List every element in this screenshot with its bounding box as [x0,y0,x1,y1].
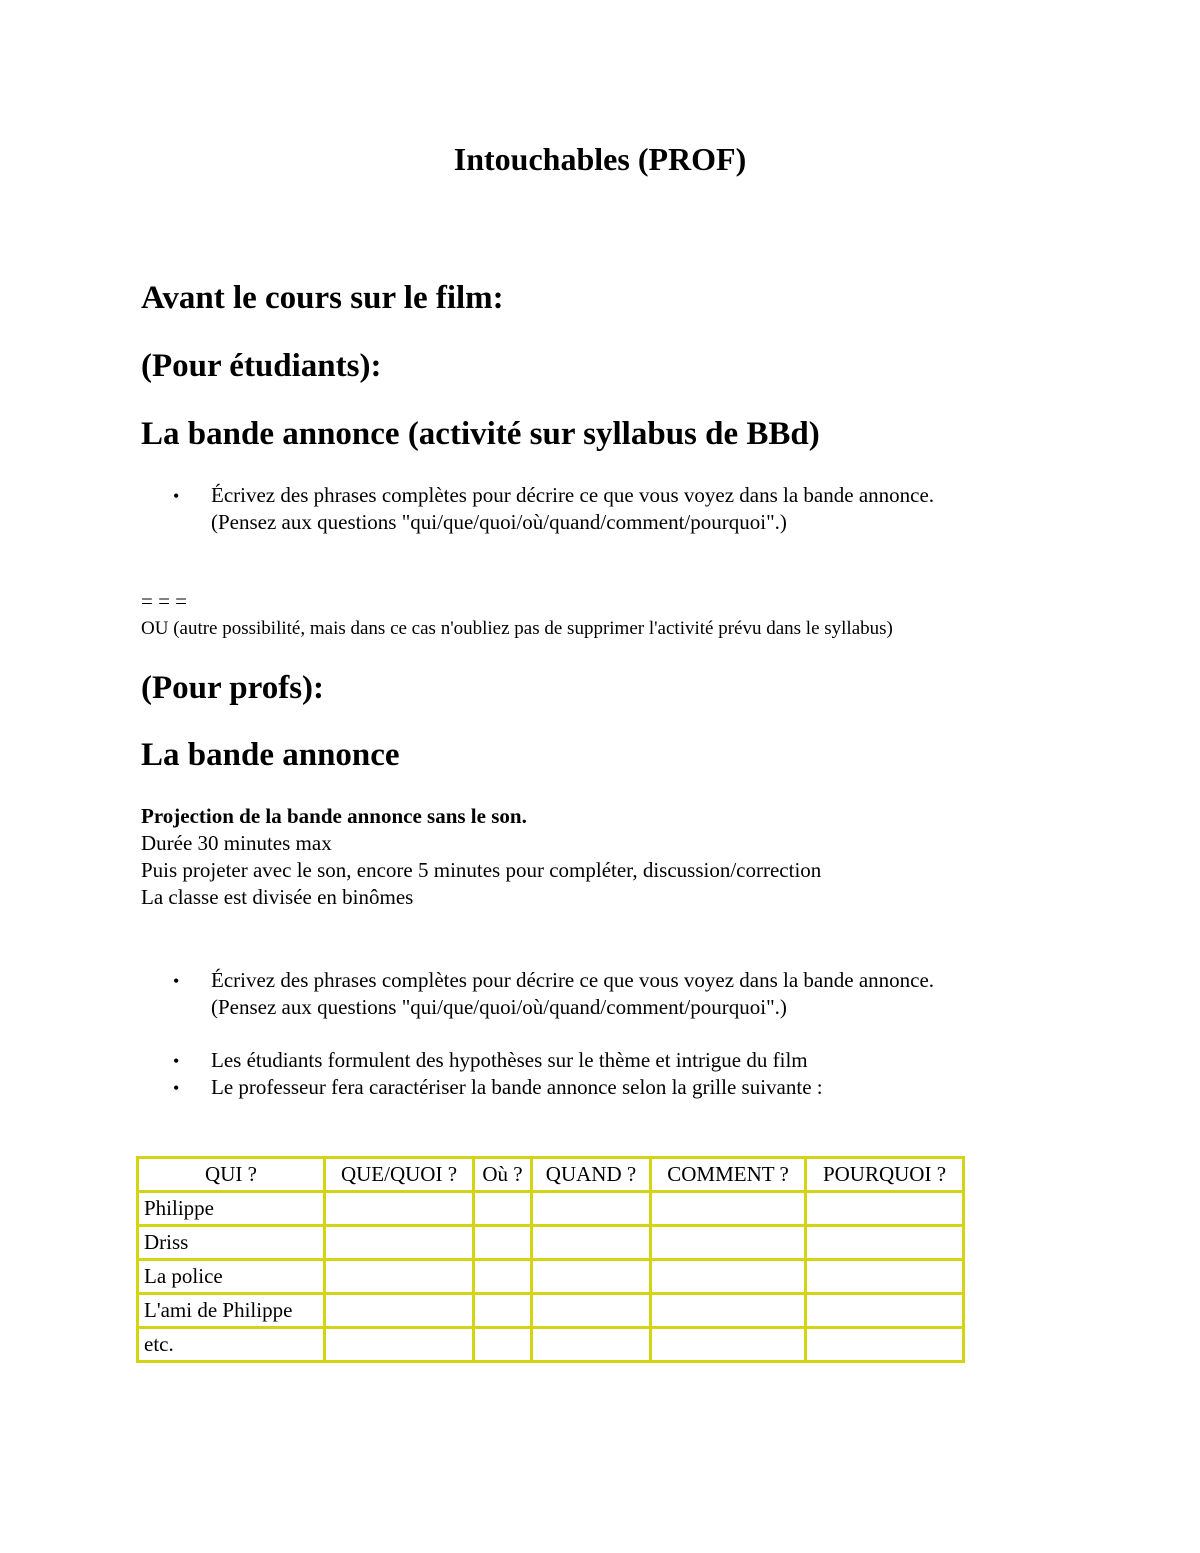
grid-header-cell: COMMENT ? [651,1158,806,1192]
bullet-text-line: Écrivez des phrases complètes pour décrire ce que vous voyez dans la bande annonce. [211,483,935,507]
characterization-grid [136,1156,965,1363]
grid-cell [532,1328,651,1362]
ou-note: OU (autre possibilité, mais dans ce cas n'oubliez pas de supprimer l'activité prévu dans le syllabus) [141,618,893,639]
grid-cell: Philippe [138,1192,325,1226]
grid-cell [325,1226,474,1260]
grid-cell [325,1328,474,1362]
grid-header-cell: POURQUOI ? [806,1158,964,1192]
grid-cell: Driss [138,1226,325,1260]
grid-cell [474,1192,532,1226]
grid-row [138,1260,964,1294]
bullet-text-line: (Pensez aux questions "qui/que/quoi/où/quand/comment/pourquoi".) [211,995,787,1019]
grid-header-cell: QUI ? [138,1158,325,1192]
heading-bande-annonce: La bande annonce [141,737,400,773]
grid-cell [474,1294,532,1328]
projection-instruction: Projection de la bande annonce sans le son. [141,804,527,828]
document-title: Intouchables (PROF) [453,141,747,177]
grid-cell [325,1294,474,1328]
grid-cell: L'ami de Philippe [138,1294,325,1328]
bullet-text-line: Le professeur fera caractériser la bande annonce selon la grille suivante : [211,1075,823,1099]
grid-cell [806,1328,964,1362]
grid-row [138,1192,964,1226]
heading-pour-etudiants: (Pour étudiants): [141,348,382,384]
bullet-marker: • [173,1051,180,1071]
grid-row [138,1294,964,1328]
bullet-text-line: (Pensez aux questions "qui/que/quoi/où/quand/comment/pourquoi".) [211,510,787,534]
grid-cell [806,1226,964,1260]
grid-header-row [138,1158,964,1192]
grid-cell [532,1226,651,1260]
grid-cell [651,1328,806,1362]
separator-text: = = = [141,589,188,613]
grid-cell [651,1294,806,1328]
bullet-marker: • [173,1078,180,1098]
heading-bande-annonce-activite: La bande annonce (activité sur syllabus de BBd) [141,416,820,452]
grid-cell [325,1260,474,1294]
bullet-marker: • [173,486,180,506]
grid-cell [474,1260,532,1294]
heading-avant-le-cours: Avant le cours sur le film: [141,280,504,316]
grid-cell [474,1328,532,1362]
grid-cell [806,1192,964,1226]
grid-row [138,1328,964,1362]
puis-line: Puis projeter avec le son, encore 5 minutes pour compléter, discussion/correction [141,858,822,882]
grid-cell [532,1260,651,1294]
classe-line: La classe est divisée en binômes [141,885,414,909]
grid-cell [651,1226,806,1260]
grid-cell [325,1192,474,1226]
grid-cell [651,1260,806,1294]
bullet-text-line: Les étudiants formulent des hypothèses sur le thème et intrigue du film [211,1048,808,1072]
duree-line: Durée 30 minutes max [141,831,332,855]
grid-cell [651,1192,806,1226]
grid-cell [474,1226,532,1260]
grid-cell [806,1294,964,1328]
bullet-text-line: Écrivez des phrases complètes pour décrire ce que vous voyez dans la bande annonce. [211,968,935,992]
heading-pour-profs: (Pour profs): [141,670,325,706]
grid-cell: La police [138,1260,325,1294]
grid-cell: etc. [138,1328,325,1362]
bullet-marker: • [173,971,180,991]
grid-cell [806,1260,964,1294]
grid-cell [532,1192,651,1226]
grid-header-cell: QUE/QUOI ? [325,1158,474,1192]
grid-header-cell: Où ? [474,1158,532,1192]
grid-cell [532,1294,651,1328]
grid-row [138,1226,964,1260]
grid-header-cell: QUAND ? [532,1158,651,1192]
